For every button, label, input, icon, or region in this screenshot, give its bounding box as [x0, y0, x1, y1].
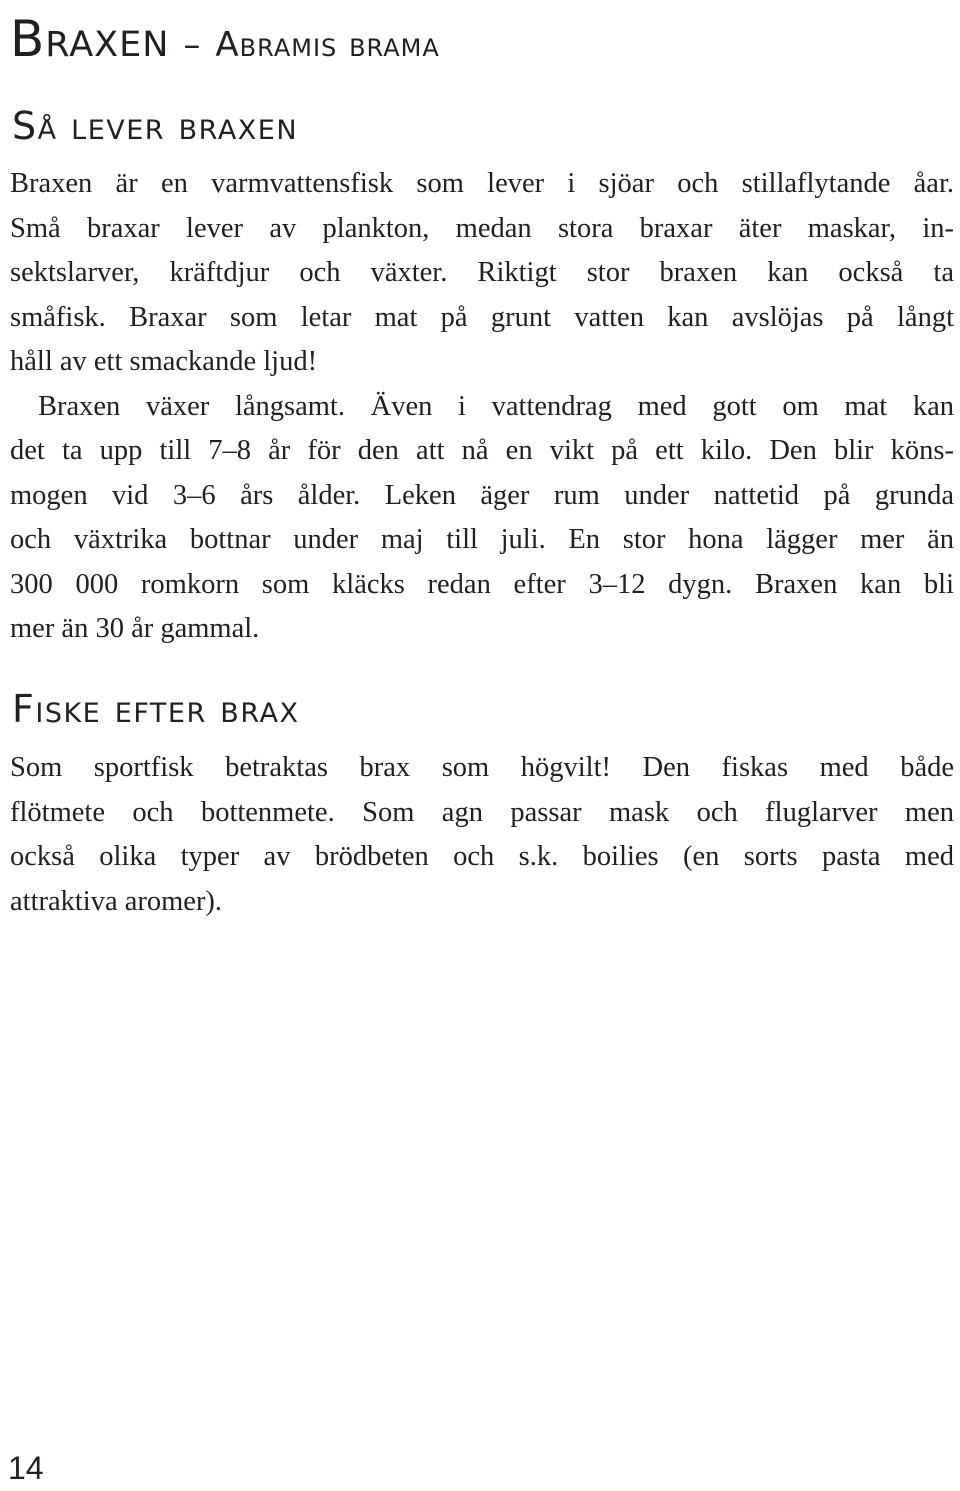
body-line: småfisk. Braxar som letar mat på grunt vatten kan avslöjas på långt: [10, 301, 954, 333]
body-line: mogen vid 3–6 års ålder. Leken äger rum under nattetid på grunda: [10, 479, 954, 511]
body-line: Som sportfisk betraktas brax som högvilt! Den fiskas med både: [10, 752, 954, 783]
body-line: Små braxar lever av plankton, medan stora braxar äter maskar, in-: [10, 212, 954, 244]
body-line: attraktiva aromer).: [10, 885, 223, 917]
body-line: flötmete och bottenmete. Som agn passar mask och fluglarver men: [10, 796, 954, 828]
section-heading-sa-lever-braxen: Så lever braxen: [12, 104, 299, 148]
body-line: håll av ett smackande ljud!: [10, 346, 318, 377]
page-title-common-name: Braxen: [10, 10, 170, 68]
page-title-separator: –: [183, 25, 202, 65]
body-line: och växtrika bottnar under maj till juli. En stor hona lägger mer än: [10, 524, 954, 555]
body-line: också olika typer av brödbeten och s.k. boilies (en sorts pasta med: [10, 841, 954, 872]
page-title-scientific-name: Abramis brama: [215, 25, 440, 65]
page-title: [10, 6, 440, 78]
section-body-fiske-efter-brax: [10, 746, 954, 924]
body-line: sektslarver, kräftdjur och växter. Riktigt stor braxen kan också ta: [10, 257, 954, 288]
section-body-sa-lever-braxen: [10, 162, 954, 652]
body-line: 300 000 romkorn som kläcks redan efter 3–12 dygn. Braxen kan bli: [10, 568, 954, 600]
body-line: mer än 30 år gammal.: [10, 613, 260, 644]
body-line: det ta upp till 7–8 år för den att nå en vikt på ett kilo. Den blir köns-: [10, 435, 954, 466]
section-heading-fiske-efter-brax: Fiske efter brax: [12, 687, 300, 731]
page-number: 14: [8, 1450, 44, 1486]
body-line: Braxen är en varmvattensfisk som lever i sjöar och stillaflytande åar.: [10, 168, 954, 199]
body-line: Braxen växer långsamt. Även i vattendrag med gott om mat kan: [38, 390, 954, 422]
